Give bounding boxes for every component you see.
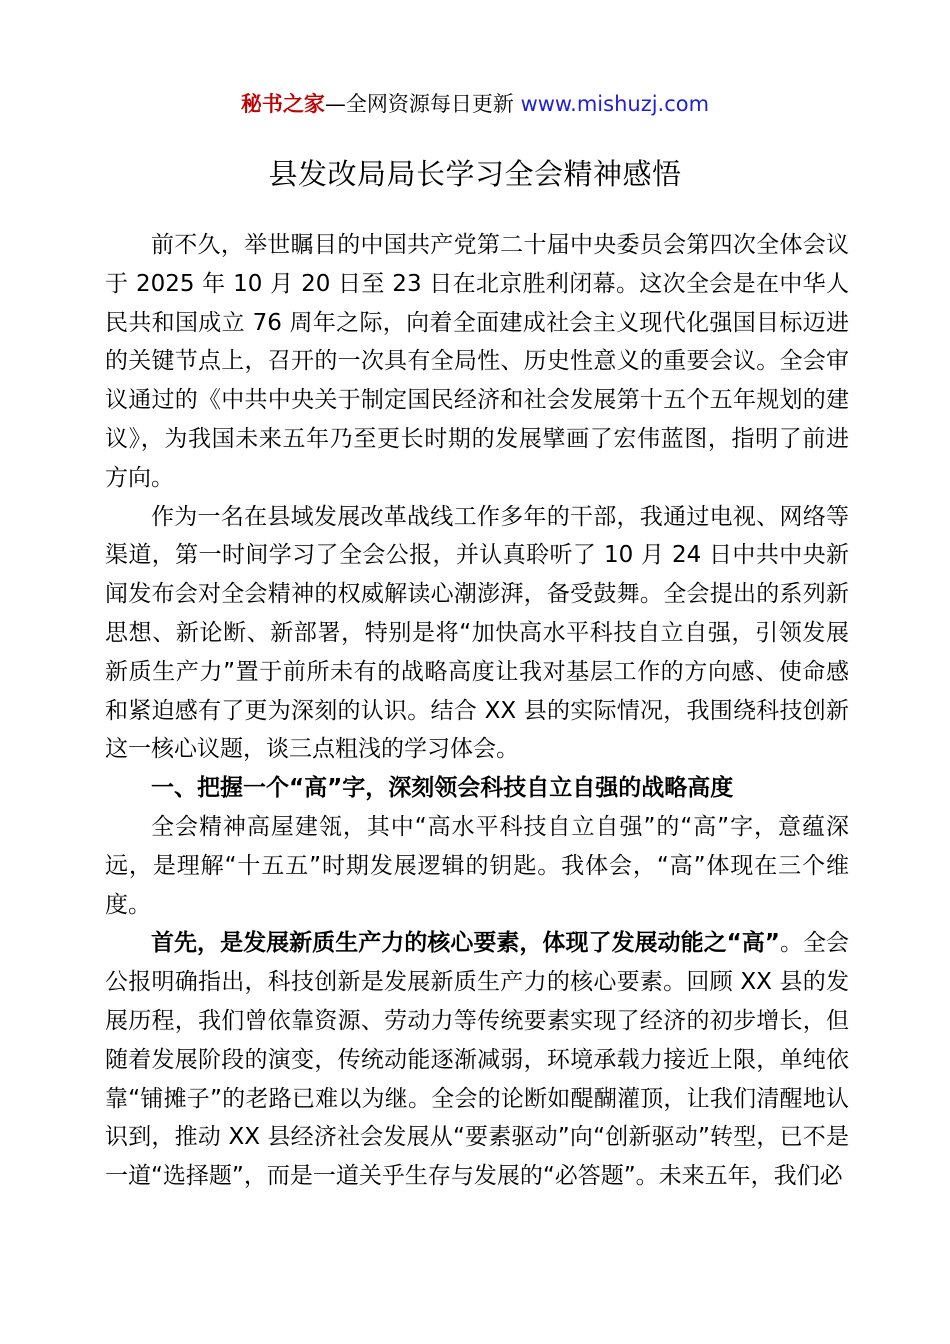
first-point-text: 。全会公报明确指出，科技创新是发展新质生产力的核心要素。回顾 XX 县的发展历程，我们曾依靠资源、劳动力等传统要素实现了经济的初步增长，但随着发展阶段的演变，传统动能逐渐减弱，环境承载力接近上限，单纯依靠“铺摊子”的老路已难以为继。全会的论断如醍醐灌顶，让我们清醒地认识到，推动 XX 县经济社会发展从“要素驱动”向“创新驱动”转型，已不是一道“选择题”，而是一道关乎生存与发展的“必答题”。未来五年，我们必 <box>105 930 849 1190</box>
document-title: 县发改局局长学习全会精神感悟 <box>268 157 682 191</box>
site-header <box>0 88 950 120</box>
first-point-lead: 首先，是发展新质生产力的核心要素，体现了发展动能之“高” <box>151 930 780 957</box>
header-tagline: —全网资源每日更新 <box>324 92 521 116</box>
site-url[interactable]: www.mishuzj.com <box>520 92 710 116</box>
document-body <box>105 226 849 1196</box>
paragraph-intro: 前不久，举世瞩目的中国共产党第二十届中央委员会第四次全体会议于 2025 年 10 月 20 日至 23 日在北京胜利闭幕。这次全会是在中华人民共和国成立 76 周年之际，向着全面建成社会主义现代化强国目标迈进的关键节点上，召开的一次具有全局性、历史性意义的重要会议。全会审议通过的《中共中央关于制定国民经济和社会发展第十五个五年规划的建议》，为我国未来五年乃至更长时期的发展擘画了宏伟蓝图，指明了前进方向。 <box>105 232 849 491</box>
paragraph-first-point <box>105 924 849 1196</box>
section-heading-1: 一、把握一个“高”字，深刻领会科技自立自强的战略高度 <box>151 775 734 802</box>
paragraph-background: 作为一名在县域发展改革战线工作多年的干部，我通过电视、网络等渠道，第一时间学习了全会公报，并认真聆听了 10 月 24 日中共中央新闻发布会对全会精神的权威解读心潮澎湃，备受鼓舞。全会提出的系列新思想、新论断、新部署，特别是将“加快高水平科技自立自强，引领发展新质生产力”置于前所未有的战略高度让我对基层工作的方向感、使命感和紧迫感有了更为深刻的认识。结合 XX 县的实际情况，我围绕科技创新这一核心议题，谈三点粗浅的学习体会。 <box>105 503 849 763</box>
brand-name: 秘书之家 <box>240 92 325 116</box>
paragraph-section-1-intro: 全会精神高屋建瓴，其中“高水平科技自立自强”的“高”字，意蕴深远，是理解“十五五”时期发展逻辑的钥匙。我体会，“高”体现在三个维度。 <box>105 813 849 918</box>
